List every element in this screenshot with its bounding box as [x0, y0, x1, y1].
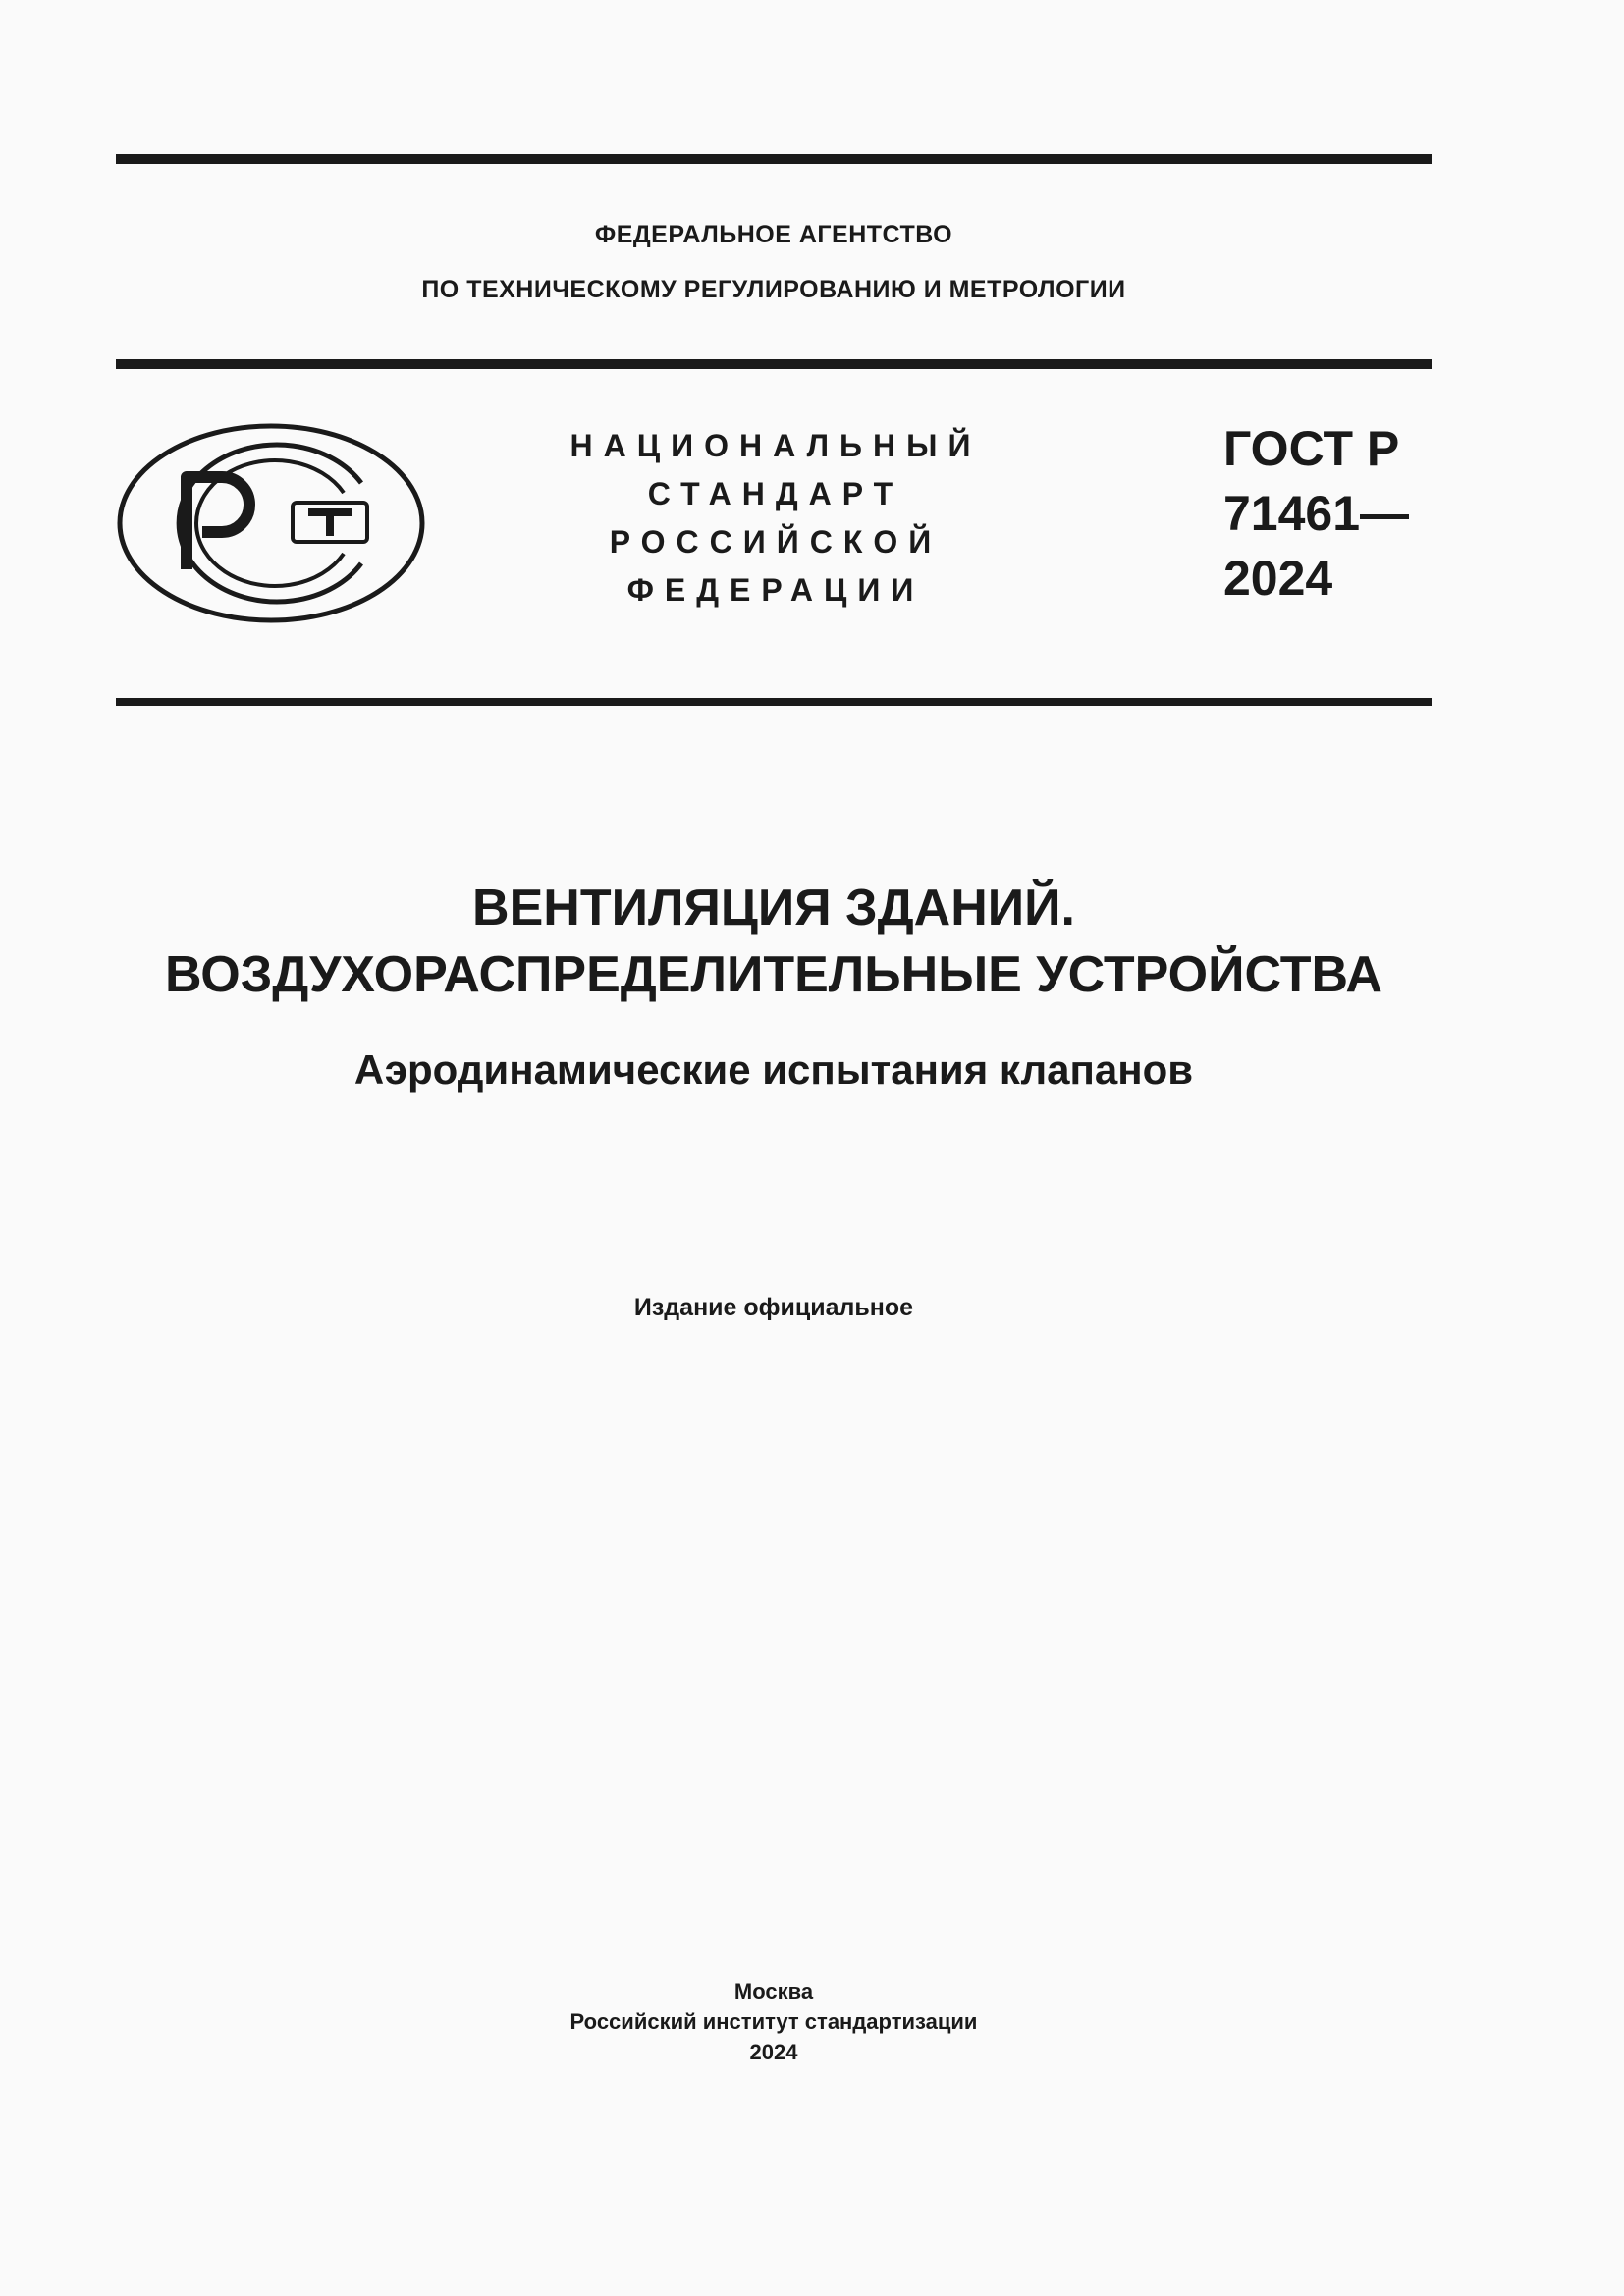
- imprint-publisher: Российский институт стандартизации: [569, 2009, 978, 2034]
- document-subtitle: Аэродинамические испытания клапанов: [353, 1046, 1194, 1093]
- standard-designation: [1223, 416, 1409, 611]
- imprint: [0, 1976, 1547, 2067]
- edition-note: Издание официальное: [633, 1294, 914, 1321]
- imprint-city: Москва: [733, 1979, 814, 2003]
- designation-line3: 2024: [1223, 551, 1333, 606]
- standard-type-line3: РОССИЙСКОЙ: [609, 524, 943, 560]
- top-divider: [116, 154, 1432, 164]
- header-divider: [116, 359, 1432, 369]
- document-title-line1: ВЕНТИЛЯЦИЯ ЗДАНИЙ.: [472, 880, 1075, 936]
- rst-certification-logo-icon: [116, 422, 426, 624]
- imprint-year: 2024: [749, 2040, 798, 2064]
- logo-divider: [116, 698, 1432, 706]
- document-title-line2: ВОЗДУХОРАСПРЕДЕЛИТЕЛЬНЫЕ УСТРОЙСТВА: [165, 946, 1382, 1003]
- designation-line1: ГОСТ Р: [1223, 421, 1400, 476]
- agency-name-line2: ПО ТЕХНИЧЕСКОМУ РЕГУЛИРОВАНИЮ И МЕТРОЛОГИИ: [421, 276, 1126, 303]
- designation-line2: 71461—: [1223, 486, 1410, 541]
- standard-type-label: [550, 422, 1001, 614]
- agency-name-line1: ФЕДЕРАЛЬНОЕ АГЕНТСТВО: [594, 221, 953, 248]
- standard-type-line2: СТАНДАРТ: [647, 476, 904, 511]
- standard-type-line1: НАЦИОНАЛЬНЫЙ: [569, 428, 982, 463]
- standard-type-line4: ФЕДЕРАЦИИ: [626, 572, 925, 608]
